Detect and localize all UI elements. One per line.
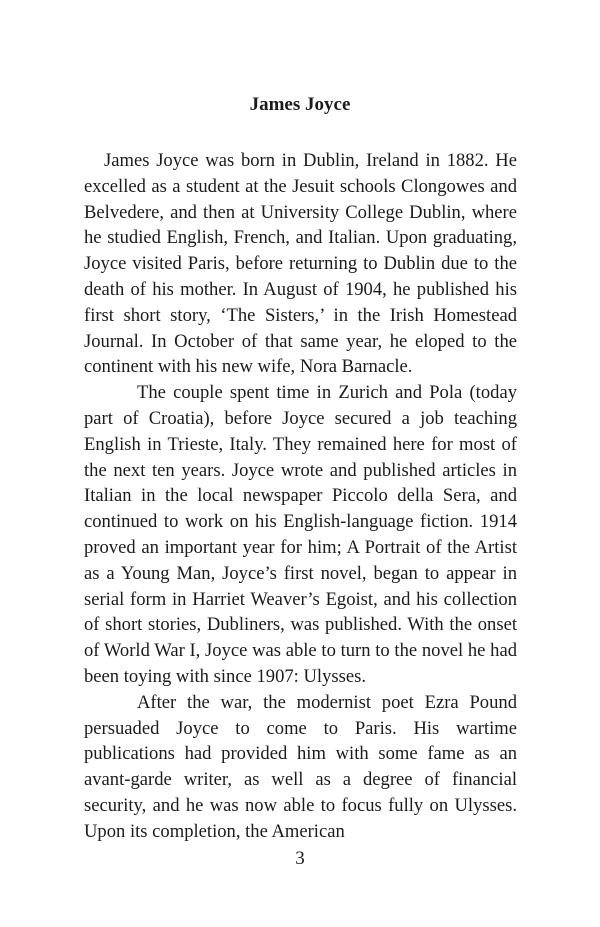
paragraph-3: After the war, the modernist poet Ezra Pound persuaded Joyce to come to Paris. His wartime publications had provided him with some fame as an avant-garde writer, as well as a degree of financial security, and he was now able to focus fully on Ulysses. Upon its completion, the American: [84, 691, 517, 842]
chapter-title: James Joyce: [249, 94, 351, 115]
paragraph-2: The couple spent time in Zurich and Pola (today part of Croatia), before Joyce secured a job teaching English in Trieste, Italy. They remained here for most of the next ten years. Joyce wrote and published articles in Italian in the local newspaper Piccolo della Sera, and continued to work on his English-language fiction. 1914 proved an important year for him; A Portrait of the Artist as a Young Man, Joyce’s first novel, began to appear in serial form in Harriet Weaver’s Egoist, and his collection of short stories, Dubliners, was published. With the onset of World War I, Joyce was able to turn to the novel he had been toying with since 1907: Ulysses.: [84, 382, 517, 687]
page-number: 3: [295, 848, 305, 869]
paragraph-1: James Joyce was born in Dublin, Ireland in 1882. He excelled as a student at the Jesuit schools Clongowes and Belvedere, and then at University College Dublin, where he studied English, French, and Italian. Upon graduating, Joyce visited Paris, before returning to Dublin due to the death of his mother. In August of 1904, he published his first short story, ‘The Sisters,’ in the Irish Homestead Journal. In October of that same year, he eloped to the continent with his new wife, Nora Barnacle.: [84, 150, 517, 378]
body-text: [84, 148, 517, 845]
